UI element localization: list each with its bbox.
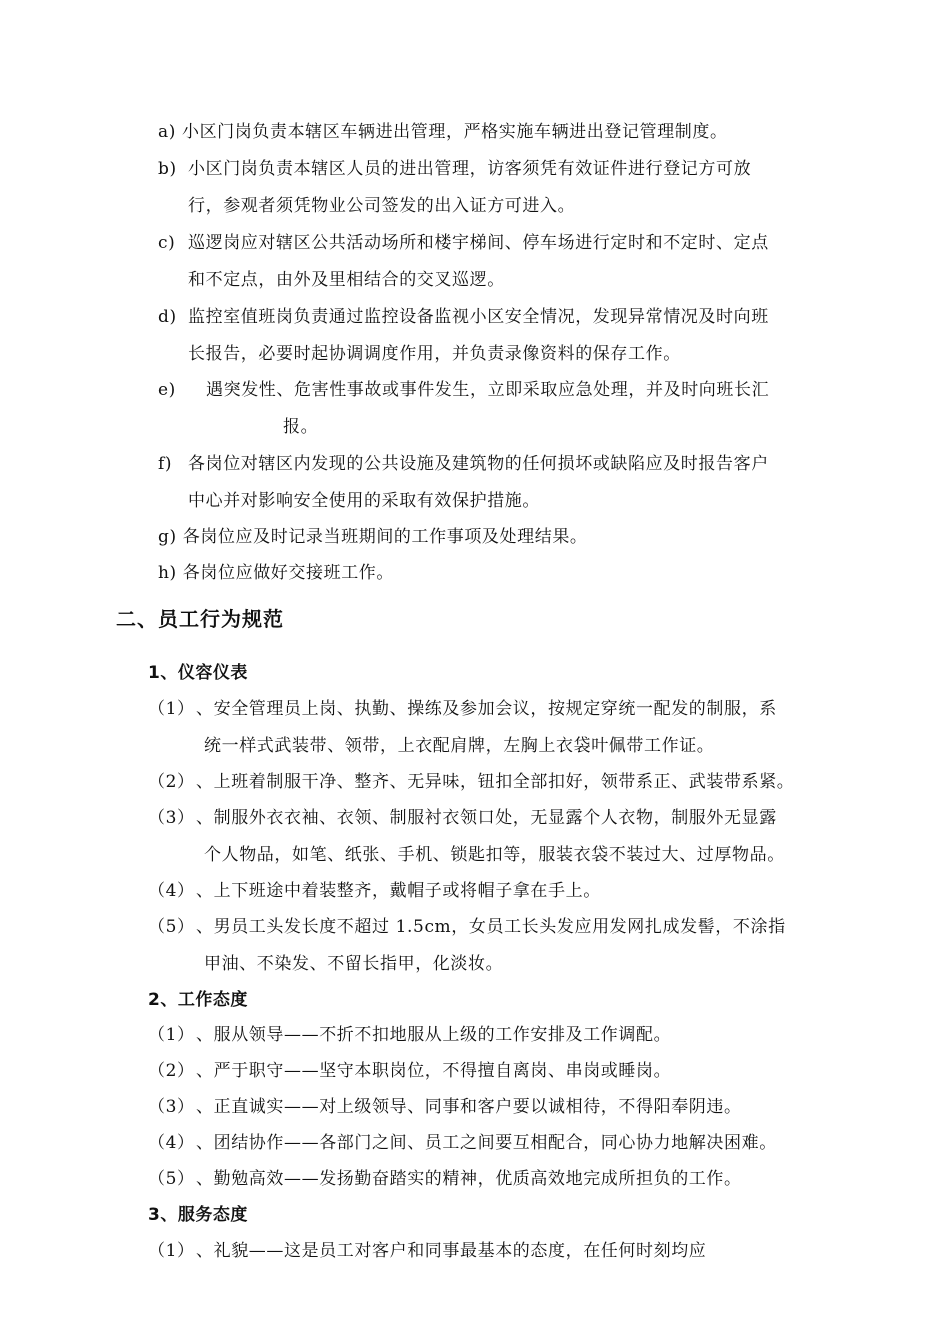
item-marker: （3） (148, 808, 195, 828)
item-marker: （5） (148, 1169, 195, 1189)
item-text: 、上班着制服干净、整齐、无异味，钮扣全部扣好，领带系正、武装带系紧。 (196, 772, 795, 792)
subsection-heading-appearance: 1、仪容仪表 (148, 663, 248, 683)
item-text: 、男员工头发长度不超过 1.5cm，女员工长头发应用发网扎成发髻，不涂指 (196, 917, 786, 937)
item-marker: （5） (148, 917, 195, 937)
item-text: 、礼貌——这是员工对客户和同事最基本的态度，在任何时刻均应 (196, 1241, 707, 1261)
item-text: 、严于职守——坚守本职岗位，不得擅自离岗、串岗或睡岗。 (196, 1061, 672, 1081)
list-text: 遇突发性、危害性事故或事件发生，立即采取应急处理，并及时向班长汇 (206, 380, 770, 400)
attitude-item-4 (148, 1131, 777, 1155)
appearance-item-3-cont: 个人物品，如笔、纸张、手机、锁匙扣等，服装衣袋不装过大、过厚物品。 (204, 845, 785, 865)
item-marker: （1） (148, 1025, 195, 1045)
list-text: 小区门岗负责本辖区人员的进出管理，访客须凭有效证件进行登记方可放 (188, 159, 752, 179)
list-marker: c) (158, 233, 176, 253)
item-text: 、团结协作——各部门之间、员工之间要互相配合，同心协力地解决困难。 (196, 1133, 777, 1153)
list-text: 各岗位应及时记录当班期间的工作事项及处理结果。 (182, 527, 588, 547)
list-text: 小区门岗负责本辖区车辆进出管理，严格实施车辆进出登记管理制度。 (181, 122, 728, 142)
item-marker: （3） (148, 1097, 195, 1117)
subsection-heading-service: 3、服务态度 (148, 1205, 248, 1225)
item-text: 、正直诚实——对上级领导、同事和客户要以诚相待，不得阳奉阴违。 (196, 1097, 742, 1117)
list-marker: a) (158, 122, 176, 142)
item-marker: （4） (148, 881, 195, 901)
item-marker: （4） (148, 1133, 195, 1153)
list-marker: f) (158, 454, 173, 474)
list-marker: e) (158, 380, 176, 400)
list-item-c (158, 231, 769, 255)
appearance-item-5 (148, 915, 786, 939)
list-text: 监控室值班岗负责通过监控设备监视小区安全情况，发现异常情况及时向班 (188, 307, 769, 327)
attitude-item-3 (148, 1095, 742, 1119)
service-item-1 (148, 1239, 706, 1263)
section-heading: 二、员工行为规范 (116, 607, 284, 631)
item-marker: （2） (148, 772, 195, 792)
list-text: 各岗位对辖区内发现的公共设施及建筑物的任何损坏或缺陷应及时报告客户 (188, 454, 769, 474)
item-marker: （1） (148, 699, 195, 719)
subsection-heading-attitude: 2、工作态度 (148, 990, 248, 1010)
item-text: 、制服外衣衣袖、衣领、制服衬衣领口处，无显露个人衣物，制服外无显露 (196, 808, 777, 828)
appearance-item-5-cont: 甲油、不染发、不留长指甲，化淡妆。 (204, 954, 504, 974)
item-text: 、安全管理员上岗、执勤、操练及参加会议，按规定穿统一配发的制服，系 (196, 699, 777, 719)
appearance-item-2 (148, 770, 794, 794)
list-item-a (158, 120, 728, 144)
item-marker: （2） (148, 1061, 195, 1081)
list-item-h (158, 561, 394, 585)
item-text: 、上下班途中着装整齐，戴帽子或将帽子拿在手上。 (196, 881, 601, 901)
list-item-e (158, 378, 769, 402)
list-marker: d) (158, 307, 177, 327)
item-text: 、服从领导——不折不扣地服从上级的工作安排及工作调配。 (196, 1025, 672, 1045)
list-item-d-cont: 长报告，必要时起协调调度作用，并负责录像资料的保存工作。 (188, 344, 681, 364)
list-marker: h) (158, 563, 177, 583)
list-item-b (158, 157, 751, 181)
item-marker: （1） (148, 1241, 195, 1261)
list-item-c-cont: 和不定点，由外及里相结合的交叉巡逻。 (188, 270, 505, 290)
list-item-d (158, 305, 769, 329)
list-item-f-cont: 中心并对影响安全使用的采取有效保护措施。 (188, 491, 540, 511)
list-text: 巡逻岗应对辖区公共活动场所和楼宇梯间、停车场进行定时和不定时、定点 (188, 233, 769, 253)
list-marker: g) (158, 527, 177, 547)
list-item-b-cont: 行，参观者须凭物业公司签发的出入证方可进入。 (188, 196, 576, 216)
attitude-item-5 (148, 1167, 742, 1191)
list-item-e-cont: 报。 (283, 417, 319, 437)
list-item-f (158, 452, 769, 476)
list-item-g (158, 525, 588, 549)
appearance-item-1 (148, 697, 777, 721)
appearance-item-1-cont: 统一样式武装带、领带，上衣配肩牌，左胸上衣袋叶佩带工作证。 (204, 736, 715, 756)
attitude-item-2 (148, 1059, 671, 1083)
list-marker: b) (158, 159, 177, 179)
item-text: 、勤勉高效——发扬勤奋踏实的精神，优质高效地完成所担负的工作。 (196, 1169, 742, 1189)
appearance-item-3 (148, 806, 777, 830)
attitude-item-1 (148, 1023, 671, 1047)
appearance-item-4 (148, 879, 601, 903)
list-text: 各岗位应做好交接班工作。 (182, 563, 394, 583)
